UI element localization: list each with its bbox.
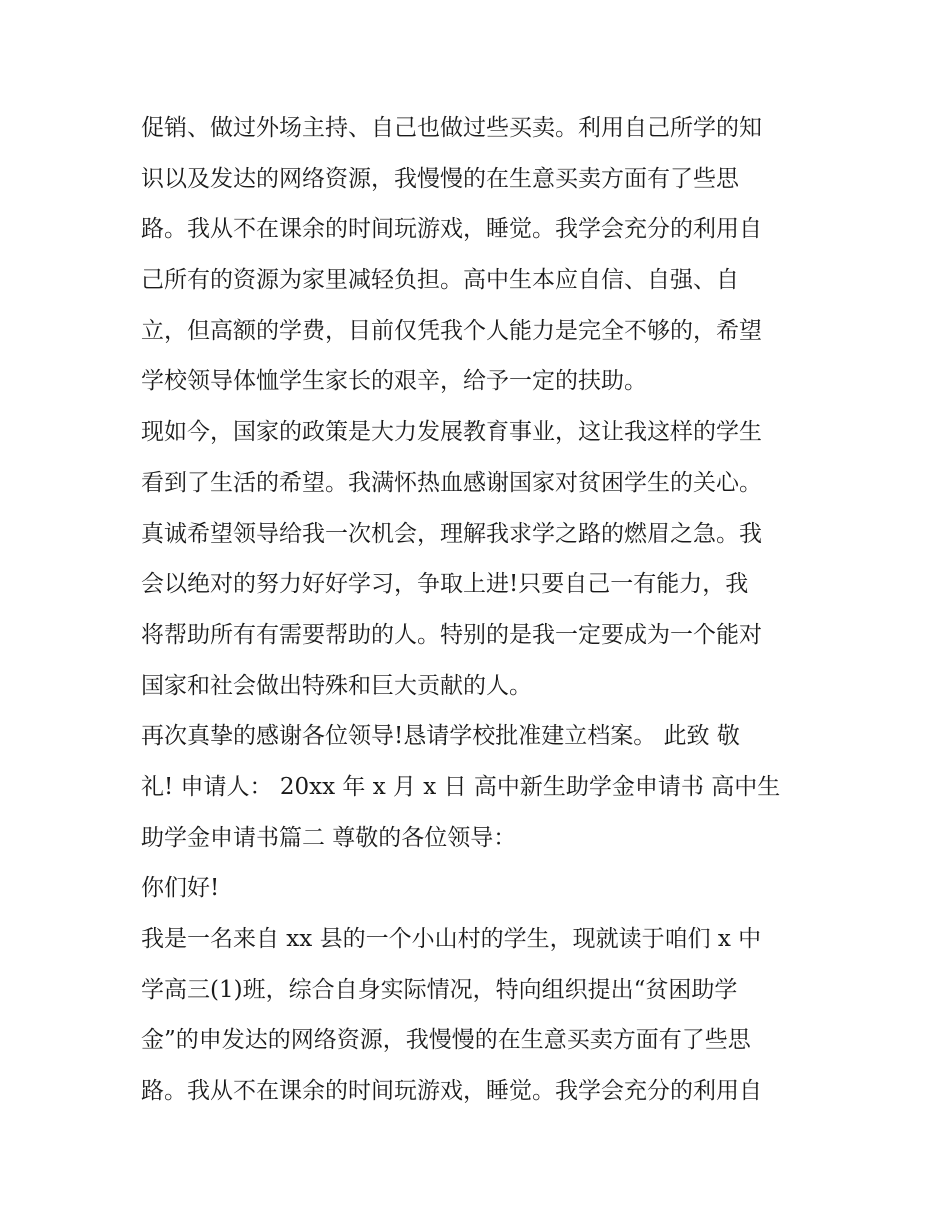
text-line: 我是一名来自 xx 县的一个小山村的学生，现就读于咱们 x 中 — [141, 926, 762, 952]
text-line: 你们好! — [141, 875, 220, 902]
text-line: 礼! 申请人： 20xx 年 x 月 x 日 高中新生助学金申请书 高中生 — [141, 773, 781, 800]
text-line: 促销、做过外场主持、自己也做过些买卖。利用自己所学的知 — [141, 115, 762, 141]
text-line: 己所有的资源为家里减轻负担。高中生本应自信、自强、自 — [141, 267, 739, 294]
text-line: 真诚希望领导给我一次机会，理解我求学之路的燃眉之急。我 — [141, 520, 762, 547]
text-line: 看到了生活的希望。我满怀热血感谢国家对贫困学生的关心。 — [141, 469, 762, 496]
document-body — [141, 103, 821, 1117]
text-line: 识以及发达的网络资源，我慢慢的在生意买卖方面有了些思 — [141, 165, 739, 192]
text-line: 学校领导体恤学生家长的艰辛，给予一定的扶助。 — [141, 368, 647, 395]
text-line: 再次真挚的感谢各位领导!恳请学校批准建立档案。 此致 敬 — [141, 723, 740, 750]
text-line: 将帮助所有有需要帮助的人。特别的是我一定要成为一个能对 — [141, 621, 762, 648]
text-line: 金”的申发达的网络资源，我慢慢的在生意买卖方面有了些思 — [141, 1027, 751, 1054]
text-line: 学高三(1)班，综合自身实际情况，特向组织提出“贫困助学 — [141, 976, 738, 1003]
text-line: 现如今，国家的政策是大力发展教育事业，这让我这样的学生 — [141, 419, 762, 446]
text-line: 立，但高额的学费，目前仅凭我个人能力是完全不够的，希望 — [141, 317, 762, 344]
text-line: 国家和社会做出特殊和巨大贡献的人。 — [141, 672, 532, 699]
text-line: 路。我从不在课余的时间玩游戏，睡觉。我学会充分的利用自 — [141, 1078, 762, 1105]
text-line: 会以绝对的努力好好学习，争取上进!只要自己一有能力，我 — [141, 571, 749, 598]
text-line: 助学金申请书篇二 尊敬的各位领导： — [141, 824, 517, 851]
text-line: 路。我从不在课余的时间玩游戏，睡觉。我学会充分的利用自 — [141, 216, 762, 243]
